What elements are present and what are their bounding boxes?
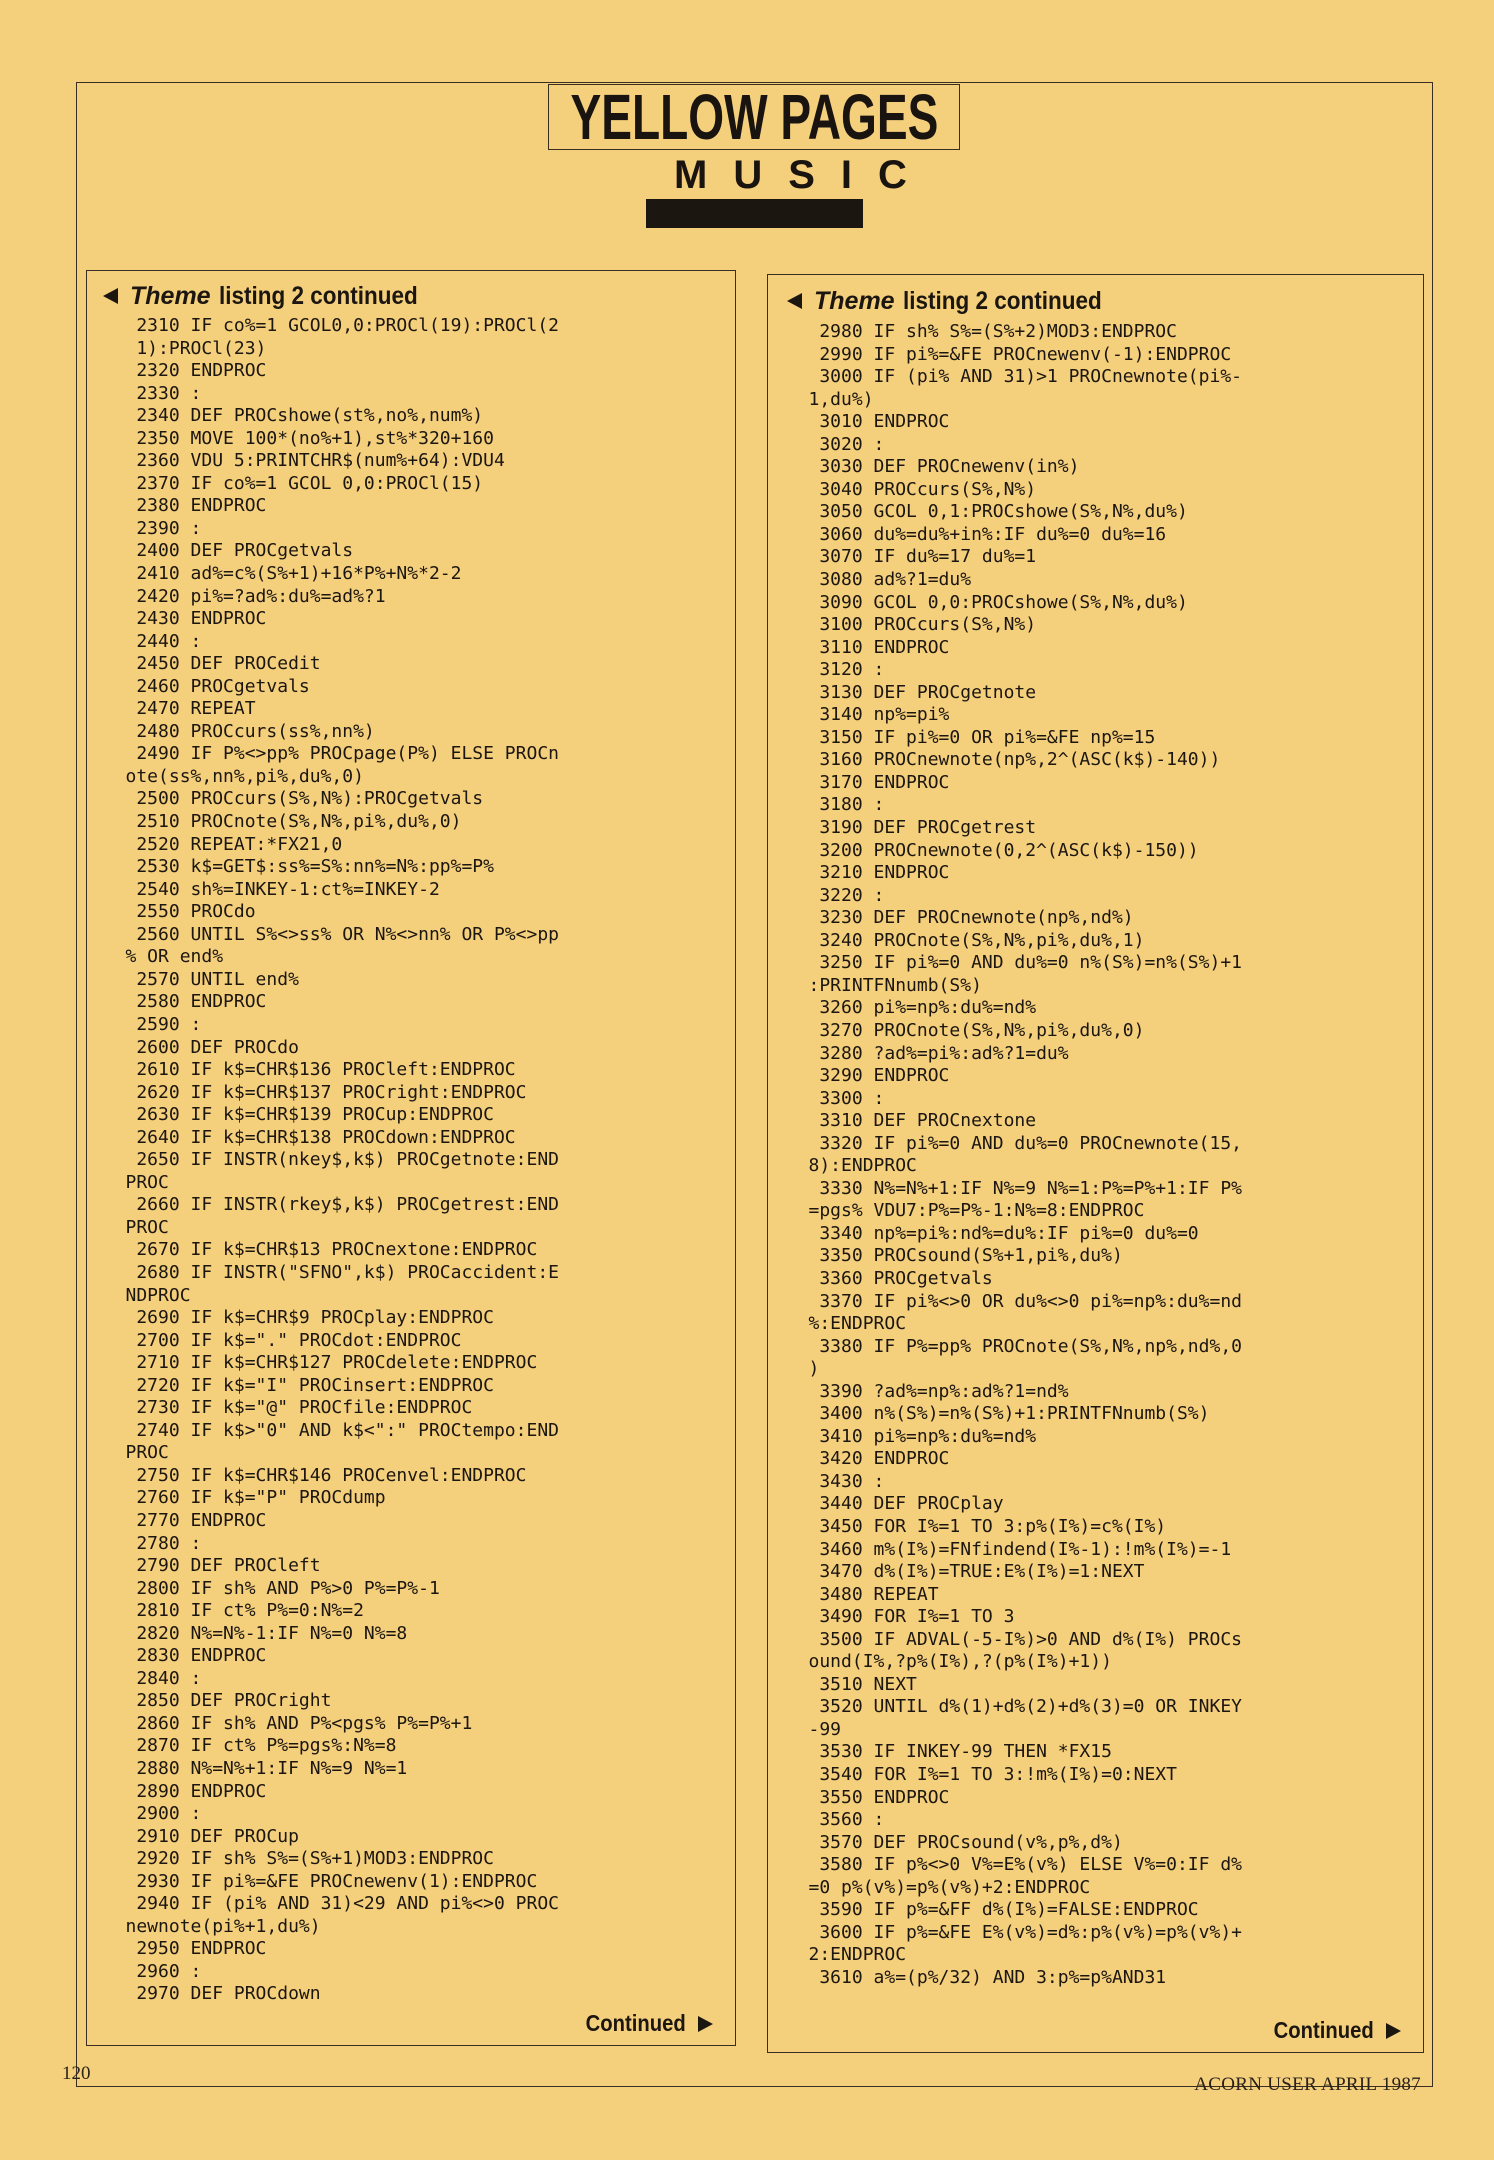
masthead-title: YELLOW PAGES [570,81,938,153]
listing-panel-right [767,274,1424,2053]
heading-text: listing 2 continued [218,281,418,310]
section-bar [646,199,863,228]
continued-text: Continued [1273,2017,1374,2043]
continued-text: Continued [585,2010,686,2036]
arrow-left-icon [103,288,118,304]
arrow-right-icon [698,2016,713,2032]
code-listing: 2980 IF sh% S%=(S%+2)MOD3:ENDPROC 2990 IF pi%=&FE PROCnewenv(-1):ENDPROC 3000 IF (pi% AND 31)>1 PROCnewnote(pi%- 1,du%) 3010 ENDPROC 3020 : 3030 DEF PROCnewenv(in%) 3040 PROCcurs(S%,N%) 3050 GCOL 0,1:PROCshowe(S%,N%,du%) 3060 du%=du%+in%:IF du%=0 du%=16 3070 IF du%=17 du%=1 3080 ad%?1=du% 3090 GCOL 0,0:PROCshowe(S%,N%,du%) 3100 PROCcurs(S%,N%) 3110 ENDPROC 3120 : 3130 DEF PROCgetnote 3140 np%=pi% 3150 IF pi%=0 OR pi%=&FE np%=15 3160 PROCnewnote(np%,2^(ASC(k$)-140)) 3170 ENDPROC 3180 : 3190 DEF PROCgetrest 3200 PROCnewnote(0,2^(ASC(k$)-150)) 3210 ENDPROC 3220 : 3230 DEF PROCnewnote(np%,nd%) 3240 PROCnote(S%,N%,pi%,du%,1) 3250 IF pi%=0 AND du%=0 n%(S%)=n%(S%)+1 :PRINTFNnumb(S%) 3260 pi%=np%:du%=nd% 3270 PROCnote(S%,N%,pi%,du%,0) 3280 ?ad%=pi%:ad%?1=du% 3290 ENDPROC 3300 : 3310 DEF PROCnextone 3320 IF pi%=0 AND du%=0 PROCnewnote(15, 8):ENDPROC 3330 N%=N%+1:IF N%=9 N%=1:P%=P%+1:IF P% =pgs% VDU7:P%=P%-1:N%=8:ENDPROC 3340 np%=pi%:nd%=du%:IF pi%=0 du%=0 3350 PROCsound(S%+1,pi%,du%) 3360 PROCgetvals 3370 IF pi%<>0 OR du%<>0 pi%=np%:du%=nd %:ENDPROC 3380 IF P%=pp% PROCnote(S%,N%,np%,nd%,0 ) 3390 ?ad%=np%:ad%?1=nd% 3400 n%(S%)=n%(S%)+1:PRINTFNnumb(S%) 3410 pi%=np%:du%=nd% 3420 ENDPROC 3430 : 3440 DEF PROCplay 3450 FOR I%=1 TO 3:p%(I%)=c%(I%) 3460 m%(I%)=FNfindend(I%-1):!m%(I%)=-1 3470 d%(I%)=TRUE:E%(I%)=1:NEXT 3480 REPEAT 3490 FOR I%=1 TO 3 3500 IF ADVAL(-5-I%)>0 AND d%(I%) PROCs ound(I%,?p%(I%),?(p%(I%)+1)) 3510 NEXT 3520 UNTIL d%(1)+d%(2)+d%(3)=0 OR INKEY -99 3530 IF INKEY-99 THEN *FX15 3540 FOR I%=1 TO 3:!m%(I%)=0:NEXT 3550 ENDPROC 3560 : 3570 DEF PROCsound(v%,p%,d%) 3580 IF p%<>0 V%=E%(v%) ELSE V%=0:IF d% =0 p%(v%)=p%(v%)+2:ENDPROC 3590 IF p%=&FF d%(I%)=FALSE:ENDPROC 3600 IF p%=&FE E%(v%)=d%:p%(v%)=p%(v%)+ 2:ENDPROC 3610 a%=(p%/32) AND 3:p%=p%AND31 [808,321,1242,1988]
heading-theme: Theme [814,286,895,315]
panel-heading [103,274,439,318]
footer-credit: ACORN USER APRIL 1987 [1194,2074,1421,2095]
heading-theme: Theme [130,281,211,310]
masthead [548,81,960,153]
page-number: 120 [62,2063,91,2084]
arrow-right-icon [1386,2023,1401,2039]
panel-heading [787,279,1123,323]
arrow-left-icon [787,293,802,309]
continued-label [572,2010,713,2037]
continued-label [1260,2017,1401,2044]
listing-panel-left [86,270,736,2046]
heading-text: listing 2 continued [902,286,1102,315]
code-listing: 2310 IF co%=1 GCOL0,0:PROCl(19):PROCl(2 1):PROCl(23) 2320 ENDPROC 2330 : 2340 DEF PROCshowe(st%,no%,num%) 2350 MOVE 100*(no%+1),st%*320+160 2360 VDU 5:PRINTCHR$(num%+64):VDU4 2370 IF co%=1 GCOL 0,0:PROCl(15) 2380 ENDPROC 2390 : 2400 DEF PROCgetvals 2410 ad%=c%(S%+1)+16*P%+N%*2-2 2420 pi%=?ad%:du%=ad%?1 2430 ENDPROC 2440 : 2450 DEF PROCedit 2460 PROCgetvals 2470 REPEAT 2480 PROCcurs(ss%,nn%) 2490 IF P%<>pp% PROCpage(P%) ELSE PROCn ote(ss%,nn%,pi%,du%,0) 2500 PROCcurs(S%,N%):PROCgetvals 2510 PROCnote(S%,N%,pi%,du%,0) 2520 REPEAT:*FX21,0 2530 k$=GET$:ss%=S%:nn%=N%:pp%=P% 2540 sh%=INKEY-1:ct%=INKEY-2 2550 PROCdo 2560 UNTIL S%<>ss% OR N%<>nn% OR P%<>pp % OR end% 2570 UNTIL end% 2580 ENDPROC 2590 : 2600 DEF PROCdo 2610 IF k$=CHR$136 PROCleft:ENDPROC 2620 IF k$=CHR$137 PROCright:ENDPROC 2630 IF k$=CHR$139 PROCup:ENDPROC 2640 IF k$=CHR$138 PROCdown:ENDPROC 2650 IF INSTR(nkey$,k$) PROCgetnote:END PROC 2660 IF INSTR(rkey$,k$) PROCgetrest:END PROC 2670 IF k$=CHR$13 PROCnextone:ENDPROC 2680 IF INSTR("SFNO",k$) PROCaccident:E NDPROC 2690 IF k$=CHR$9 PROCplay:ENDPROC 2700 IF k$="." PROCdot:ENDPROC 2710 IF k$=CHR$127 PROCdelete:ENDPROC 2720 IF k$="I" PROCinsert:ENDPROC 2730 IF k$="@" PROCfile:ENDPROC 2740 IF k$>"0" AND k$<":" PROCtempo:END PROC 2750 IF k$=CHR$146 PROCenvel:ENDPROC 2760 IF k$="P" PROCdump 2770 ENDPROC 2780 : 2790 DEF PROCleft 2800 IF sh% AND P%>0 P%=P%-1 2810 IF ct% P%=0:N%=2 2820 N%=N%-1:IF N%=0 N%=8 2830 ENDPROC 2840 : 2850 DEF PROCright 2860 IF sh% AND P%<pgs% P%=P%+1 2870 IF ct% P%=pgs%:N%=8 2880 N%=N%+1:IF N%=9 N%=1 2890 ENDPROC 2900 : 2910 DEF PROCup 2920 IF sh% S%=(S%+1)MOD3:ENDPROC 2930 IF pi%=&FE PROCnewenv(1):ENDPROC 2940 IF (pi% AND 31)<29 AND pi%<>0 PROC newnote(pi%+1,du%) 2950 ENDPROC 2960 : 2970 DEF PROCdown [125,315,559,2005]
section-label: MUSIC [674,153,933,197]
